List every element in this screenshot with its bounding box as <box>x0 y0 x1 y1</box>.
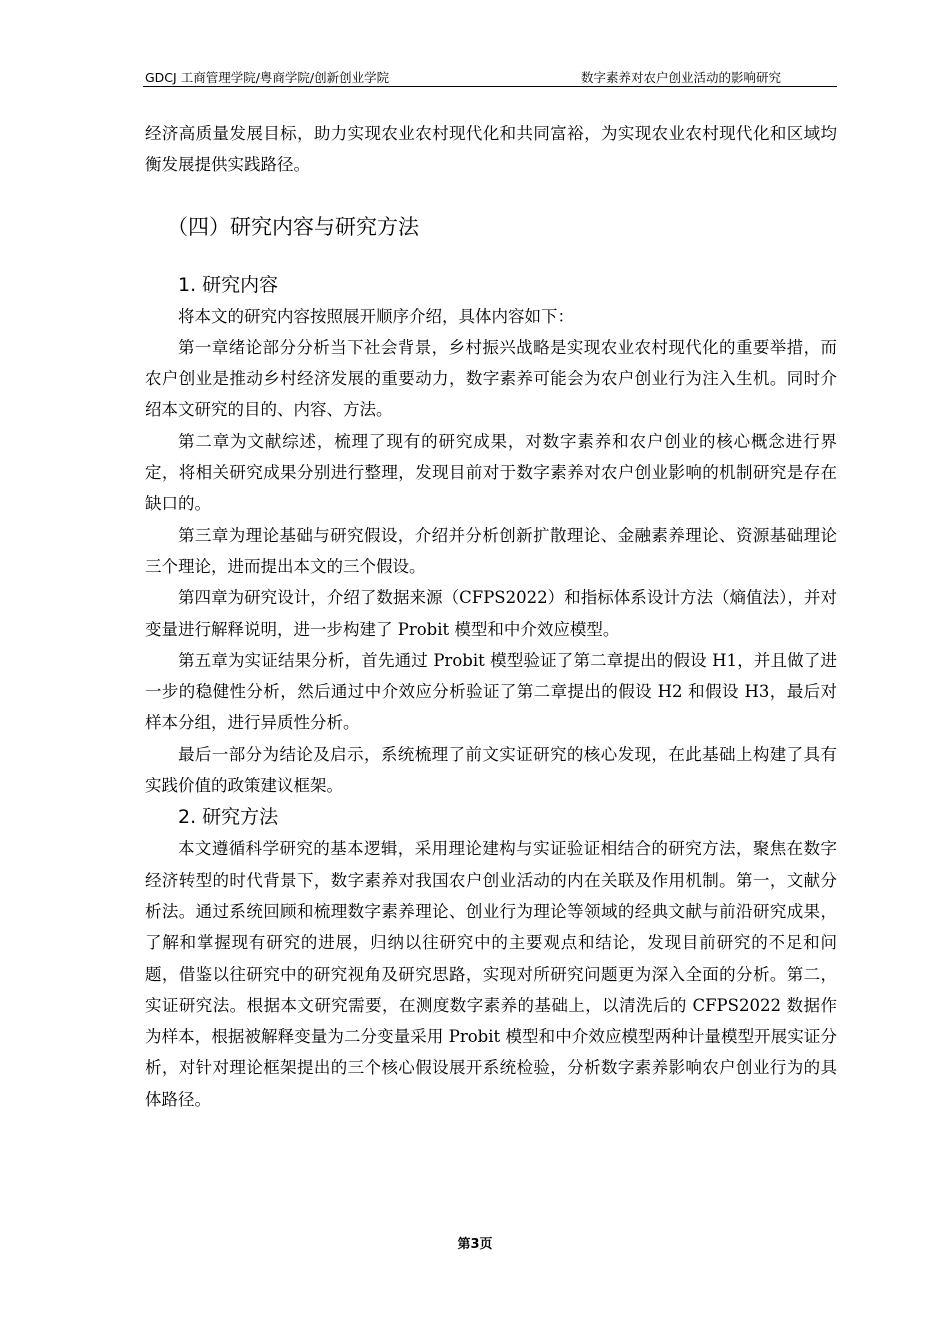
subsection-heading-content: 1. 研究内容 <box>178 273 279 296</box>
page-header <box>143 66 837 87</box>
page-number: 第3页 <box>457 1237 493 1252</box>
paragraph: 第三章为理论基础与研究假设，介绍并分析创新扩散理论、金融素养理论、资源基础理论三个理论，进而提出本文的三个假设。 <box>145 525 837 576</box>
intro-paragraph: 经济高质量发展目标，助力实现农业农村现代化和共同富裕，为实现农业农村现代化和区域均衡发展提供实践路径。 <box>145 124 837 175</box>
paragraph: 第四章为研究设计，介绍了数据来源（CFPS2022）和指标体系设计方法（熵值法），并对变量进行解释说明，进一步构建了 Probit 模型和中介效应模型。 <box>145 588 837 639</box>
methods-paragraph: 本文遵循科学研究的基本逻辑，采用理论建构与实证验证相结合的研究方法，聚焦在数字经济转型的时代背景下，数字素养对我国农户创业活动的内在关联及作用机制。第一，文献分析法。通过系统回顾和梳理数字素养理论、创业行为理论等领域的经典文献与前沿研究成果，了解和掌握现有研究的进展，归纳以往研究中的主要观点和结论，发现目前研究的不足和问题，借鉴以往研究中的研究视角及研究思路，实现对所研究问题更为深入全面的分析。第二，实证研究法。根据本文研究需要，在测度数字素养的基础上，以清洗后的 CFPS2022 数据作为样本，根据被解释变量为二分变量采用 Probit 模型和中介效应模型两种计量模型开展实证分析，对针对理论框架提出的三个核心假设展开系统检验，分析数字素养影响农户创业行为的具体路径。 <box>145 839 837 1109</box>
header-left-text: GDCJ 工商管理学院/粤商学院/创新创业学院 <box>145 70 390 85</box>
paragraph: 第一章绪论部分分析当下社会背景，乡村振兴战略是实现农业农村现代化的重要举措，而农户创业是推动乡村经济发展的重要动力，数字素养可能会为农户创业行为注入生机。同时介绍本文研究的目的、内容、方法。 <box>145 337 837 420</box>
document-body <box>145 118 837 1115</box>
paragraph: 将本文的研究内容按照展开顺序介绍，具体内容如下： <box>178 306 574 326</box>
header-right-text: 数字素养对农户创业活动的影响研究 <box>580 70 781 85</box>
section-heading: （四）研究内容与研究方法 <box>167 214 419 239</box>
paragraph: 第五章为实证结果分析，首先通过 Probit 模型验证了第二章提出的假设 H1，并且做了进一步的稳健性分析，然后通过中介效应分析验证了第二章提出的假设 H2 和假设 H3，最后对样本分组，进行异质性分析。 <box>145 650 837 733</box>
paragraph: 最后一部分为结论及启示，系统梳理了前文实证研究的核心发现，在此基础上构建了具有实践价值的政策建议框架。 <box>145 744 837 796</box>
subsection-heading-methods: 2. 研究方法 <box>178 806 279 829</box>
paragraph: 第二章为文献综述，梳理了现有的研究成果，对数字素养和农户创业的核心概念进行界定，将相关研究成果分别进行整理，发现目前对于数字素养对农户创业影响的机制研究是存在缺口的。 <box>145 431 837 514</box>
